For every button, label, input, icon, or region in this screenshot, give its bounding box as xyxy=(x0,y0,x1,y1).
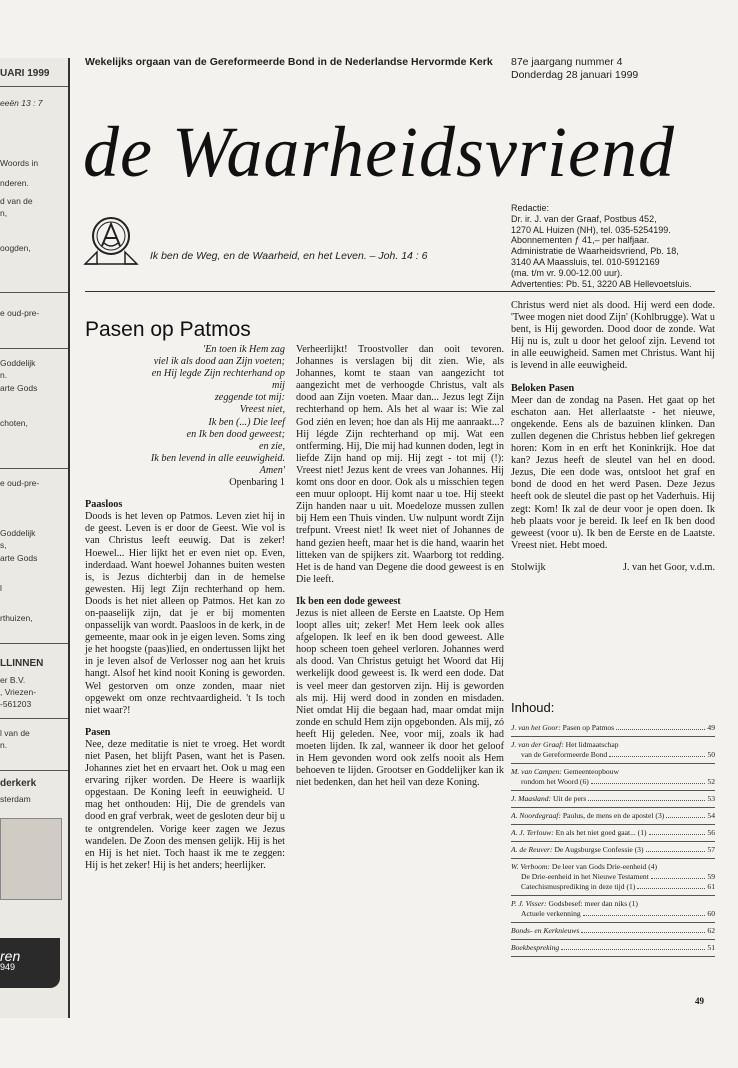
toc-text: van de Gereformeerde Bond xyxy=(521,750,608,759)
toc-entry xyxy=(511,723,614,733)
toc-text: Uit de pers xyxy=(552,794,587,803)
editorial-line: Administratie de Waarheidsvriend, Pb. 18, xyxy=(511,246,679,257)
section-heading: Pasen xyxy=(85,726,111,738)
editorial-line: Abonnementen ƒ 41,– per halfjaar. xyxy=(511,235,650,246)
strip-line: e oud-pre- xyxy=(0,308,40,318)
page-number: 49 xyxy=(695,996,704,1006)
toc-leader xyxy=(651,872,706,879)
epigraph-line: Ik ben (...) Die leef xyxy=(208,416,285,428)
toc-leader xyxy=(609,750,705,757)
toc-text: Bonds- en Kerknieuws xyxy=(511,926,580,935)
toc-row xyxy=(511,723,715,733)
toc-row xyxy=(511,777,715,787)
toc-text: Catechismusprediking in deze tijd (1) xyxy=(521,882,636,891)
toc-entry xyxy=(511,794,586,804)
strip-line: nderen. xyxy=(0,178,29,188)
toc-leader xyxy=(666,811,705,818)
toc-item xyxy=(511,940,715,957)
toc-entry xyxy=(511,899,638,909)
strip-line: l van de xyxy=(0,728,30,738)
toc-entry xyxy=(511,740,619,750)
toc-page: 60 xyxy=(707,909,715,918)
toc-leader xyxy=(616,723,705,730)
toc-leader xyxy=(588,794,705,801)
strip-line: -561203 xyxy=(0,699,32,709)
strip-divider xyxy=(0,468,68,469)
toc-row xyxy=(511,740,715,750)
toc-row xyxy=(511,828,715,838)
strip-line: rthuizen, xyxy=(0,613,33,623)
strip-divider xyxy=(0,86,68,87)
strip-line: n, xyxy=(0,208,8,218)
toc-text: Het lidmaatschap xyxy=(565,740,619,749)
header-rule xyxy=(85,291,715,292)
epigraph-line: zeggende tot mij: xyxy=(214,392,285,404)
strip-line: Woords in xyxy=(0,158,39,168)
epigraph-line: en zie, xyxy=(258,440,285,452)
strip-line: UARI 1999 xyxy=(0,68,50,79)
toc-page: 57 xyxy=(707,845,715,854)
editorial-line: Advertenties: Pb. 51, 3220 AB Hellevoetsluis. xyxy=(511,278,692,289)
epigraph-line: mij xyxy=(271,380,285,392)
toc-item xyxy=(511,808,715,825)
toc-leader xyxy=(646,845,706,852)
editorial-line: 1270 AL Huizen (NH), tel. 035-5254199. xyxy=(511,224,671,235)
toc-item xyxy=(511,720,715,737)
toc-page: 53 xyxy=(707,794,715,803)
article-author: J. van het Goor, v.d.m. xyxy=(622,561,715,573)
paragraph: Christus werd niet als dood. Hij werd een dode. 'Twee mogen niet dood Zijn' (Kohlbrugge). Wat u bent, is Hij geworden. Dood door de zonde. Wat Hij nu is, zult u door het geloof zijn. Levend tot in alle eeuwigheid. Samen met Christus. Want hij is levend in alle eeuwigheid. xyxy=(511,300,715,372)
toc-leader xyxy=(591,777,706,784)
strip-line: 949 xyxy=(0,962,16,972)
toc-item xyxy=(511,923,715,940)
toc-row xyxy=(511,882,715,892)
toc-leader xyxy=(637,882,705,889)
strip-line: n. xyxy=(0,740,8,750)
toc-row xyxy=(511,750,715,760)
toc-page: 49 xyxy=(707,723,715,732)
toc-entry xyxy=(511,926,579,936)
toc-author: A. J. Terlouw: xyxy=(511,828,556,837)
strip-line: choten, xyxy=(0,418,28,428)
strip-line: Goddelijk xyxy=(0,358,36,368)
toc-item xyxy=(511,859,715,896)
motto: Ik ben de Weg, en de Waarheid, en het Leven. – Joh. 14 : 6 xyxy=(150,250,428,262)
toc-entry xyxy=(511,750,607,760)
toc-author: A. de Reuver: xyxy=(511,845,555,854)
section-heading: Ik ben een dode geweest xyxy=(296,595,401,607)
strip-line: , Vriezen- xyxy=(0,687,37,697)
toc-row xyxy=(511,811,715,821)
toc-row xyxy=(511,794,715,804)
article-title: Pasen op Patmos xyxy=(85,318,251,341)
volume-number: 87e jaargang nummer 4 xyxy=(511,56,623,68)
toc-page: 51 xyxy=(707,943,715,952)
article-column-1 xyxy=(85,344,285,872)
toc-entry xyxy=(511,811,664,821)
strip-divider xyxy=(0,770,68,771)
epigraph-line: en Hij legde Zijn rechterhand op xyxy=(151,368,285,380)
toc-row xyxy=(511,767,715,777)
previous-page-strip xyxy=(0,58,70,1018)
toc-item xyxy=(511,764,715,791)
toc-row xyxy=(511,845,715,855)
article-place: Stolwijk xyxy=(511,561,546,573)
column-3-body xyxy=(511,300,715,552)
toc-text: De leer van Gods Drie-eenheid (4) xyxy=(551,862,658,871)
toc-leader xyxy=(581,926,705,933)
strip-line: s, xyxy=(0,540,7,550)
strip-photo xyxy=(0,818,62,900)
toc-entry xyxy=(511,882,635,892)
toc-page: 52 xyxy=(707,777,715,786)
toc-row xyxy=(511,872,715,882)
toc-leader xyxy=(583,909,706,916)
strip-line: d van de xyxy=(0,196,33,206)
toc-page: 56 xyxy=(707,828,715,837)
epigraph-line: viel ik als dood aan Zijn voeten; xyxy=(153,356,285,368)
toc-entry xyxy=(511,828,647,838)
toc-text: De Augsburgse Confessie (3) xyxy=(554,845,644,854)
epigraph-line: Amen' xyxy=(259,464,285,476)
toc-page: 50 xyxy=(707,750,715,759)
strip-divider xyxy=(0,718,68,719)
toc-page: 61 xyxy=(707,882,715,891)
toc-text: Pasen op Patmos xyxy=(562,723,615,732)
epigraph-source: Openbaring 1 xyxy=(229,477,285,489)
toc-leader xyxy=(561,943,705,950)
section-heading: Paasloos xyxy=(85,499,123,511)
toc-row xyxy=(511,862,715,872)
strip-line: eeën 13 : 7 xyxy=(0,98,43,108)
editorial-line: Redactie: xyxy=(511,203,550,213)
toc-entry xyxy=(511,909,581,919)
paragraph: Nee, deze meditatie is niet te vroeg. Het wordt niet Pasen, het blijft Pasen, want het is Pasen. Johannes ziet het en ervaart het. Ook u mag een ervaring rijker worden. De Heere is waarlijk opgestaan. De Koning leeft in eeuwigheid. U mag het onthouden: Hij, Die de grendels van dood en graf verbrak, weet de gesloten deur bij u te ontgrendelen. Vorige keer zagen we Jezus wandelen. De Zoon des mensen gelijk. Hij is het en Hij is het niet. Toch haast ik me te zeggen: Hij is het zeker! Hij is het anders; heerlijker. xyxy=(85,738,285,871)
toc-author: J. van het Goor: xyxy=(511,723,563,732)
toc-entry xyxy=(511,845,644,855)
issue-date: Donderdag 28 januari 1999 xyxy=(511,69,639,81)
toc-text: De Drie-eenheid in het Nieuwe Testament xyxy=(521,872,649,881)
toc-entry xyxy=(511,767,619,777)
strip-line: LLINNEN xyxy=(0,658,44,669)
toc-item xyxy=(511,737,715,764)
toc-author: M. van Campen: xyxy=(511,767,564,776)
toc-entry xyxy=(511,862,657,872)
masthead-title: de Waarheidsvriend xyxy=(83,112,675,192)
toc-text: Godsbesef: meer dan niks (1) xyxy=(548,899,638,908)
epigraph-line: en Ik ben dood geweest; xyxy=(186,428,285,440)
strip-divider xyxy=(0,348,68,349)
toc-author: J. van der Graaf: xyxy=(511,740,566,749)
alpha-omega-logo-icon xyxy=(83,210,139,266)
epigraph xyxy=(85,344,285,489)
toc-text: Gemeenteopbouw xyxy=(563,767,619,776)
strip-border xyxy=(68,58,70,1018)
toc-text: Actuele verkenning xyxy=(521,909,581,918)
toc-item xyxy=(511,896,715,923)
epigraph-line: Vreest niet, xyxy=(239,404,285,416)
toc-page: 59 xyxy=(707,872,715,881)
strip-divider xyxy=(0,643,68,644)
toc-text: rondom het Woord (6) xyxy=(521,777,589,786)
column-1-body xyxy=(85,499,285,872)
editorial-info xyxy=(511,203,738,289)
toc-row xyxy=(511,909,715,919)
paragraph: Meer dan de zondag na Pasen. Het gaat op het eschaton aan. Het allerlaatste - het nieuwe, ongekende. Eens als de bazuinen klinken. Dan zullen degenen die Christus hebben lief gekregen horen: Kom in en erft het Koninkrijk. Hoe dat kan? Jezus heeft de sleutel van hel en dood. Jezus, Die een dode was, ontsloot het graf en bond de dood en het werd Pasen. Deze Jezus heeft ook de sleutel die past op het Vaderhuis. Hij zegt: Kom! Ik zal de deur voor je open doen. Ik heb plaats voor je bereid. Ik leef en Ik ben dood geweest (voor u). Ik ben de Eerste en de Laatste. Vreest niet. Hebt moed. xyxy=(511,394,715,551)
strip-line: Goddelijk xyxy=(0,528,36,538)
article-column-3 xyxy=(511,300,715,574)
editorial-line: (ma. t/m vr. 9.00-12.00 uur). xyxy=(511,267,623,278)
toc-item xyxy=(511,825,715,842)
toc-row xyxy=(511,899,715,909)
toc-text: En als het niet goed gaat... (1) xyxy=(555,828,647,837)
strip-line: sterdam xyxy=(0,794,31,804)
strip-line: arte Gods xyxy=(0,383,38,393)
article-column-2 xyxy=(296,344,504,789)
toc-text: Paulus, de mens en de apostel (3) xyxy=(562,811,665,820)
article-signoff xyxy=(511,562,715,574)
toc-entry xyxy=(511,777,589,787)
strip-line: oogden, xyxy=(0,243,31,253)
toc-author: P. J. Visser: xyxy=(511,899,549,908)
toc-row xyxy=(511,943,715,953)
toc-author: A. Noordegraaf: xyxy=(511,811,563,820)
strip-line: e oud-pre- xyxy=(0,478,40,488)
strip-line: er B.V. xyxy=(0,675,26,685)
toc-author: W. Verboom: xyxy=(511,862,552,871)
toc-entry xyxy=(511,943,559,953)
editorial-line: 3140 AA Maassluis, tel. 010-5912169 xyxy=(511,256,660,267)
header-tagline: Wekelijks orgaan van de Gereformeerde Bond in de Nederlandse Hervormde Kerk xyxy=(85,56,493,68)
toc-entry xyxy=(511,872,649,882)
strip-line: arte Gods xyxy=(0,553,38,563)
paragraph: Verheerlijkt! Troostvoller dan ooit tevoren. Johannes is verslagen bij dit zien. Wie, als Johannes, komt te staan van aangezicht tot aangezicht met de verhoogde Christus, valt als dood aan Zijn voeten. Maar dan... Jezus legt Zijn rechterhand op hem. Als het al waar is: Wie zal God zién en leven; hoe dan als Hij me aanraakt...? Hij légde Zijn rechterhand op mij. Wat een ontferming. Hij, Die mij had kunnen doden, legt in liefde Zijn hand op mij. Hij zegt - tot mij (!): Vreest niet! Jezus kent de vrees van Johannes. Hij komt ons door en door. Ook als u misschien tegen een muur oploopt. Hij komt naar u toe. Hij steekt Zijn handen naar u uit. Moedeloze mussen zullen bij Hem een Thuis vinden. Uw nulpunt wordt Zijn trefpunt. Vreest niet! Ik weet niet of Johannes de hand gezien heeft, maar het is die hand, waarin het litteken van de spijkers zit. Waarborg tot redding. Het is de hand van Degene die dood geweest is en Die leeft. xyxy=(296,344,504,585)
strip-divider xyxy=(0,292,68,293)
toc-page: 62 xyxy=(707,926,715,935)
toc-leader xyxy=(649,828,706,835)
strip-line: derkerk xyxy=(0,778,37,789)
strip-line: n. xyxy=(0,370,8,380)
paragraph: Jezus is niet alleen de Eerste en Laatste. Op Hem loopt alles uit; zeker! Met Hem leek ook alles afgelopen. Ik leef en ik ben dood geweest. Alle hoop scheen toen geheel verloren. Johannes werd als dood. Van Christus getuigt het Woord dat Hij werkelijk dood geweest is. Ik werd een dode. Dat is veel meer dan gestorven zijn. Hij is geworden als mij. Hij werd dood in zonden en misdaden. Niet omdat Hij die begaan had, maar omdat mijn zonde en schuld Hem zijn opgebonden. Als mij, zó heeft Hij geleden. Nee, voor mij, zoals ik had moeten lijden. Ik zal, wanneer ik door het geloof in Hem gevonden word ook zelfs nooit als Hem behoeven te lijden. Grootser en Goddelijker kan ik niet bedenken, dan het heil van deze Koning. xyxy=(296,607,504,789)
toc-item xyxy=(511,842,715,859)
toc-text: Boekbespreking xyxy=(511,943,560,952)
epigraph-line: Ik ben levend in alle eeuwigheid. xyxy=(150,452,285,464)
table-of-contents xyxy=(511,720,715,957)
issue-info xyxy=(511,56,638,82)
paragraph: Doods is het leven op Patmos. Leven ziet hij in de geest. Leven is er door de Geest. Wie vol is van Christus leeft eeuwig. Dat is zeker! Hoewel... Hier lijkt het er even niet op. Even, inderdaad. Want hoewel Johannes buiten westen is, is Jezus dichterbij dan in de hemelse gewesten. Hij legt Zijn rechterhand op hem. Doods is het niet alleen op Patmos. Het kan zo on-paaselijk zijn, dat je er bij momenten onpasselijk van wordt. Paasloos in de kerk, in de gemeente, maar ook in je eigen leven. Soms zing je het hoogste (paas)lied, en ondertussen lijkt het in je leven alsof de Verlosser nog aan het kruis hangt. Alsof het kind nooit Koning is geworden. Wel gestorven om onze zonden, maar niet opgewekt om onze rechtvaardigheid. 't Is toch niet waar?! xyxy=(85,511,285,716)
epigraph-line: 'En toen ik Hem zag xyxy=(203,344,285,355)
toc-author: J. Maasland: xyxy=(511,794,553,803)
editorial-line: Dr. ir. J. van der Graaf, Postbus 452, xyxy=(511,213,657,224)
toc-row xyxy=(511,926,715,936)
toc-item xyxy=(511,791,715,808)
section-heading: Beloken Pasen xyxy=(511,382,575,394)
toc-page: 54 xyxy=(707,811,715,820)
toc-title: Inhoud: xyxy=(511,700,555,715)
strip-line: l xyxy=(0,583,2,593)
strip-line: ren xyxy=(0,948,21,964)
